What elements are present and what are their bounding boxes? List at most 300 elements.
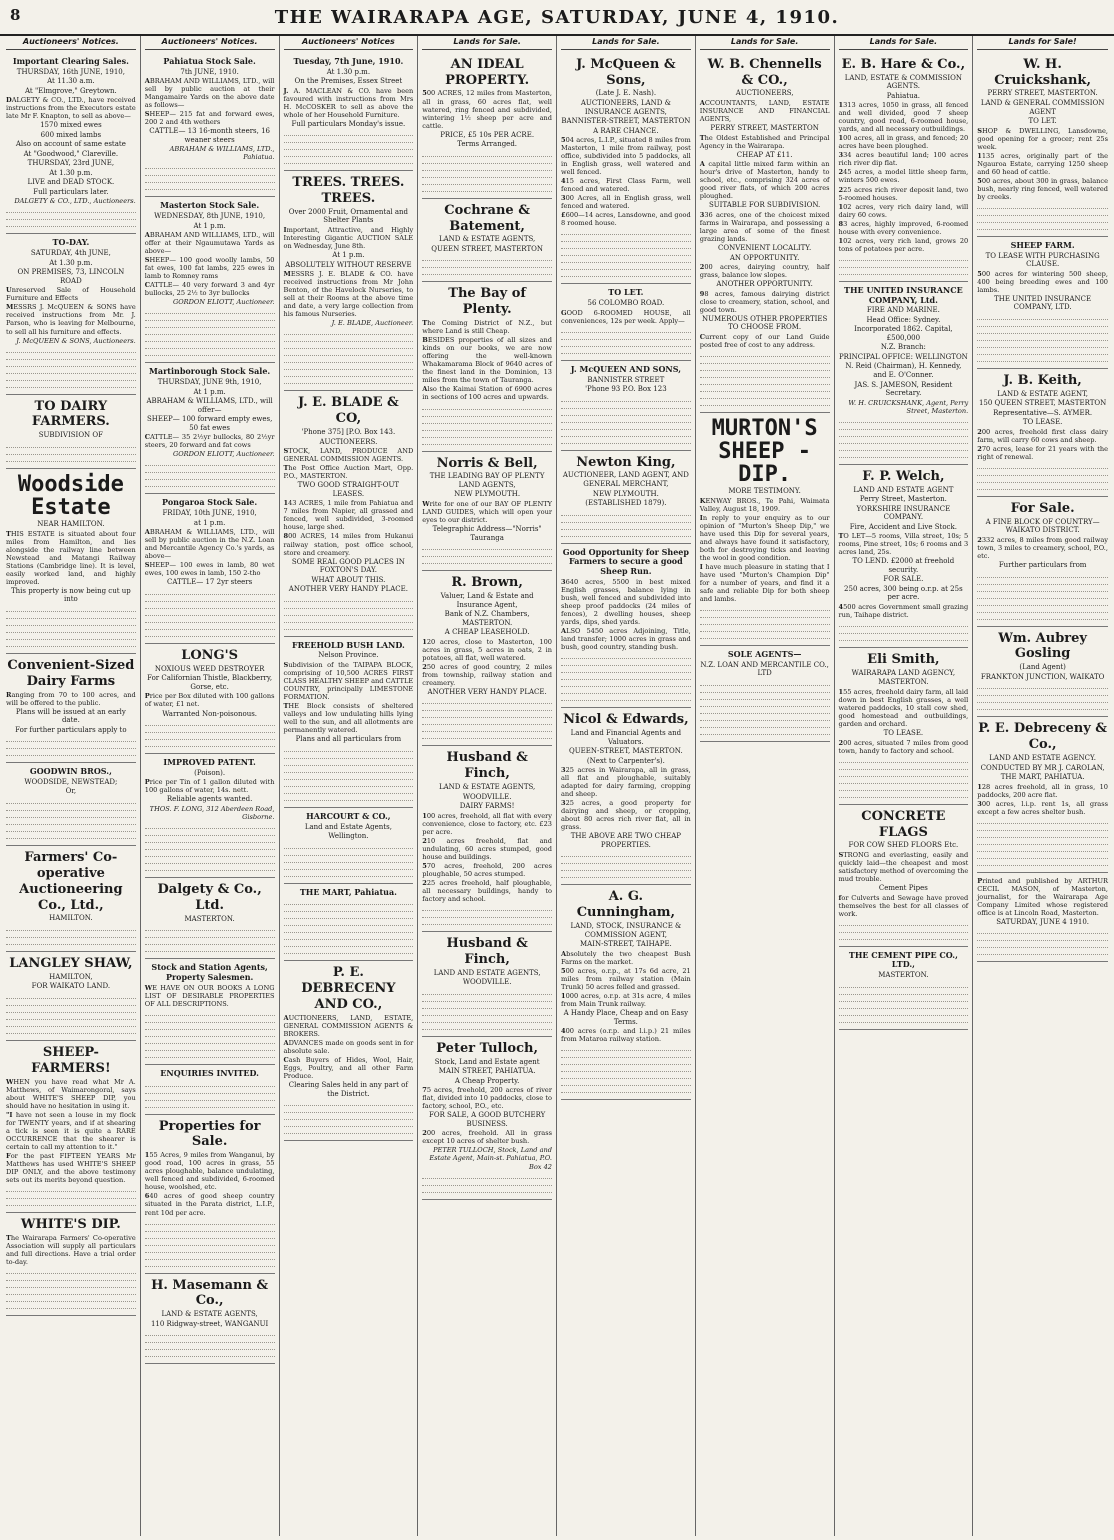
ad-text: SHEEP— 100 forward empty ewes, 50 fat ewes xyxy=(146,415,273,432)
print-line xyxy=(145,940,275,945)
print-line xyxy=(6,799,136,804)
ad-text: TO LEND. £2000 at freehold security. xyxy=(852,557,955,574)
print-line xyxy=(284,337,414,342)
print-line xyxy=(284,754,414,759)
print-line xyxy=(839,1018,969,1023)
ad-heading: Masterton Stock Sale. xyxy=(160,200,260,211)
print-line xyxy=(6,1201,136,1206)
ad-text: In reply to your enquiry as to our opinion of "Murton's Sheep Dip," we have used this Dip for several years, and always have found it satisfactory, both for destroying ticks and leaving the wool in good condition. xyxy=(699,513,830,562)
column-4 xyxy=(418,36,557,1536)
advertisement xyxy=(6,952,136,1041)
ad-text: The Oldest Established and Principal Agency in the Wairarapa. xyxy=(699,133,830,150)
print-line xyxy=(145,590,275,595)
print-line xyxy=(561,397,691,402)
ad-text: 75 acres, freehold, 200 acres of river flat, divided into 10 paddocks, close to factory, school, P.O., etc. xyxy=(422,1086,552,1111)
ad-text: CONVENIENT LOCALITY. xyxy=(718,244,812,253)
advertisement xyxy=(422,746,552,932)
ad-text: ABRAHAM AND WILLIAMS, LTD., will offer at their Ngaumutawa Yards as above— xyxy=(144,231,275,256)
ad-heading: THE CEMENT PIPE CO., LTD., xyxy=(848,949,958,970)
print-line xyxy=(700,723,830,728)
ad-text: The Post Office Auction Mart, Opp. P.O., MASTERTON. xyxy=(283,464,414,481)
ad-text: Absolutely the two cheapest Bush Farms on the market. xyxy=(561,949,691,966)
ad-text: 'Phone 375] [P.O. Box 143. xyxy=(301,428,396,437)
print-line xyxy=(145,604,275,609)
print-line xyxy=(6,348,136,353)
ad-text: WOODVILLE. xyxy=(462,978,512,987)
print-line xyxy=(839,772,969,777)
column-7 xyxy=(835,36,974,1536)
ad-text: N.Z. Branch: xyxy=(880,343,926,352)
ad-text: QUEEN STREET, MASTERTON xyxy=(431,244,543,253)
print-line xyxy=(6,1022,136,1027)
advertisement xyxy=(422,932,552,1037)
ad-heading: Husband & Finch, xyxy=(446,750,528,782)
ad-text: FOR SALE. xyxy=(883,575,924,584)
small-print-lines xyxy=(700,681,830,735)
print-line xyxy=(145,611,275,616)
ad-heading: SHEEP-FARMERS! xyxy=(31,1044,111,1076)
print-line xyxy=(977,594,1108,599)
ad-text: THURSDAY, 23rd JUNE, xyxy=(27,159,115,168)
ad-text: THURSDAY, JUNE 9th, 1910, xyxy=(157,378,262,387)
print-line xyxy=(6,1283,136,1288)
ad-heading: E. B. Hare & Co., xyxy=(841,56,966,72)
print-line xyxy=(977,218,1108,223)
ad-text: MORE TESTIMONY. xyxy=(728,487,801,496)
print-line xyxy=(839,793,969,798)
ad-text: A CHEAP LEASEHOLD. xyxy=(444,628,530,637)
print-line xyxy=(284,914,414,919)
print-line xyxy=(145,947,275,952)
print-line xyxy=(977,350,1108,355)
ad-text: 1313 acres, 1050 in grass, all fenced and well divided, good 7 sheep country, good road, 6-roomed house, yards, and all necessary outbuildings. xyxy=(838,101,969,134)
ad-text: CHEAP AT £11. xyxy=(736,150,793,159)
print-line xyxy=(561,1046,691,1051)
ad-text: 500 ACRES, 12 miles from Masterton, all in grass, 60 acres flat, well watered, ring fenced and subdivided, wintering 1½ sheep per acre and cattle. xyxy=(422,89,552,130)
ad-text: 225 acres freehold, half ploughable, all necessary buildings, handy to factory and school. xyxy=(422,878,552,903)
ad-text: STOCK, LAND, PRODUCE AND GENERAL COMMISSION AGENTS. xyxy=(283,447,414,464)
print-line xyxy=(977,861,1108,866)
ad-text: On the Premises, Essex Street xyxy=(294,77,403,86)
ad-text: SATURDAY, 4th JUNE, xyxy=(30,249,111,258)
ad-text: LAND, STOCK, INSURANCE & COMMISSION AGENT, xyxy=(570,922,682,939)
print-line xyxy=(6,457,136,462)
print-line xyxy=(6,751,136,756)
print-line xyxy=(6,1001,136,1006)
print-line xyxy=(6,926,136,931)
print-line xyxy=(284,782,414,787)
print-line xyxy=(700,620,830,625)
ad-heading: WHITE'S DIP. xyxy=(20,1217,121,1233)
ad-text: 640 acres of good sheep country situated in the Parata district, L.I.P., rent 10d per acre. xyxy=(144,1192,275,1217)
print-line xyxy=(145,1011,275,1016)
print-line xyxy=(561,532,691,537)
small-print-lines xyxy=(700,352,830,406)
print-line xyxy=(284,851,414,856)
ad-heading: Martinborough Stock Sale. xyxy=(149,366,271,377)
print-line xyxy=(977,608,1108,613)
print-line xyxy=(977,573,1108,578)
small-print-lines xyxy=(561,1046,691,1093)
advertisement xyxy=(561,361,691,451)
small-print-lines xyxy=(422,545,552,564)
ad-text: 102 acres, very rich dairy land, will dairy 60 cows. xyxy=(838,202,969,219)
print-line xyxy=(422,906,552,911)
print-line xyxy=(6,737,136,742)
ad-text: CATTLE— 17 2yr steers xyxy=(167,578,253,587)
ad-text: SHEEP— 215 fat and forward ewes, 200 2 and 4th wethers xyxy=(144,110,275,127)
ad-text: Current copy of our Land Guide posted free of cost to any address. xyxy=(699,332,830,349)
ad-text: WOODSIDE, NEWSTEAD; xyxy=(24,777,118,786)
ad-heading: R. Brown, xyxy=(451,575,523,591)
ad-text: Incorporated 1862. Capital, £500,000 xyxy=(854,325,953,342)
advertisement xyxy=(145,644,275,754)
ad-text: 56 COLOMBO ROAD. xyxy=(587,299,665,308)
print-line xyxy=(561,335,691,340)
ad-text: At "Goodwood," Clareville. xyxy=(23,149,119,158)
print-line xyxy=(6,820,136,825)
print-line xyxy=(284,1129,414,1134)
ad-heading: W. B. Chennells & CO., xyxy=(707,56,822,88)
print-line xyxy=(561,237,691,242)
print-line xyxy=(561,342,691,347)
ad-text: BANNISTER STREET xyxy=(587,375,665,384)
print-line xyxy=(6,1008,136,1013)
small-print-lines xyxy=(561,852,691,878)
ad-text: 1000 acres, o.r.p. at 31s acre, 4 miles from Main Trunk railway. xyxy=(561,991,691,1008)
small-print-lines xyxy=(284,330,414,384)
ad-heading: LANGLEY SHAW, xyxy=(9,955,133,971)
print-line xyxy=(6,383,136,388)
print-line xyxy=(422,263,552,268)
advertisement xyxy=(6,763,136,846)
ad-heading: Norris & Bell, xyxy=(436,455,538,471)
small-print-lines xyxy=(839,983,969,1023)
print-line xyxy=(839,1011,969,1016)
ad-text: LAND AND ESTATE AGENT xyxy=(853,485,954,494)
ad-text: CATTLE— 35 2½yr bullocks, 80 2½yr steers, 20 forward and fat cows xyxy=(144,433,275,450)
print-line xyxy=(839,263,969,268)
ad-heading: Dalgety & Co., Ltd. xyxy=(157,881,262,913)
ad-text: 245 acres, a model little sheep farm, winters 500 ewes. xyxy=(838,168,969,185)
print-line xyxy=(977,343,1108,348)
print-line xyxy=(700,401,830,406)
ad-text: 504 acres, L.I.P., situated 8 miles from Masterton, 1 mile from railway, post office, subdivided into 5 paddocks, all in English grass, well watered and well fenced. xyxy=(561,136,691,177)
ad-text: MESSRS J. E. BLADE & CO. have received instructions from Mr John Benton, of the Havelock Nurseries, to sell at their Rooms at the above time and date, a very large collection from his famous Nurseries. xyxy=(283,270,414,319)
print-line xyxy=(145,1338,275,1343)
small-print-lines xyxy=(145,1220,275,1267)
small-print-lines xyxy=(6,737,136,756)
print-line xyxy=(561,1053,691,1058)
ad-heading: F. P. Welch, xyxy=(862,468,945,484)
small-print-lines xyxy=(6,348,136,388)
ad-text: Full particulars later. xyxy=(33,187,109,196)
print-line xyxy=(422,699,552,704)
print-line xyxy=(839,636,969,641)
ad-text: SATURDAY, JUNE 4 1910. xyxy=(996,917,1089,926)
print-line xyxy=(145,475,275,480)
print-line xyxy=(977,357,1108,362)
print-line xyxy=(6,1269,136,1274)
print-line xyxy=(145,1082,275,1087)
print-line xyxy=(145,845,275,850)
ad-text: THE ABOVE ARE TWO CHEAP PROPERTIES. xyxy=(570,832,682,849)
print-line xyxy=(561,675,691,680)
column-header: Lands for Sale! xyxy=(977,36,1108,50)
ad-heading: GOODWIN BROS., xyxy=(29,766,112,777)
ad-text: Bank of N.Z. Chambers, MASTERTON. xyxy=(444,610,530,627)
print-line xyxy=(145,1248,275,1253)
print-line xyxy=(284,789,414,794)
ad-text: 500 acres, o.r.p., at 17s 6d acre, 21 miles from railway station (Main Trunk) 50 acres felled and grassed. xyxy=(561,966,691,991)
ad-heading: Stock and Station Agents, Property Salesmen. xyxy=(151,962,268,982)
ad-text: I have much pleasure in stating that I have used "Murton's Champion Dip" for a number of years, and find it a safe and reliable Dip for both sheep and lambs. xyxy=(699,562,830,604)
small-print-lines xyxy=(284,900,414,954)
print-line xyxy=(422,734,552,739)
ad-heading: FREEHOLD BUSH LAND. xyxy=(291,639,405,650)
print-line xyxy=(284,796,414,801)
ad-text: 325 acres, a good property for dairying and sheep, or cropping, about 80 acres rich river flat, all in grass. xyxy=(561,799,691,832)
ad-text: A Cheap Property. xyxy=(454,1076,520,1085)
advertisement xyxy=(977,717,1108,872)
print-line xyxy=(977,225,1108,230)
ad-text: WE HAVE ON OUR BOOKS A LONG LIST OF DESIRABLE PROPERTIES OF ALL DESCRIPTIONS. xyxy=(144,983,275,1008)
ad-heading: A. G. Cunningham, xyxy=(576,889,676,921)
ad-text: 7th JUNE, 1910. xyxy=(180,67,239,76)
advertisement xyxy=(145,53,275,198)
ad-text: Write for one of our BAY OF PLENTY LAND GUIDES, which will open your eyes to our district. xyxy=(422,499,552,525)
print-line xyxy=(284,618,414,623)
print-line xyxy=(284,365,414,370)
ad-text: NEAR HAMILTON. xyxy=(37,520,105,528)
ad-text: ADVANCES made on goods sent in for absolute sale. xyxy=(283,1039,414,1056)
print-line xyxy=(145,866,275,871)
ad-signature: DALGETY & CO., LTD., Auctioneers. xyxy=(14,197,136,206)
ad-heading: AN IDEAL PROPERTY. xyxy=(445,56,530,88)
ad-text: 336 acres, one of the choicest mixed farms in Wairarapa, and possessing a large area of some of the finest grazing lands. xyxy=(699,210,830,243)
small-print-lines xyxy=(284,844,414,877)
ad-text: AUCTIONEER, LAND AGENT, AND GENERAL MERCHANT, xyxy=(562,471,689,489)
print-line xyxy=(145,824,275,829)
small-print-lines xyxy=(145,1082,275,1108)
print-line xyxy=(839,786,969,791)
print-line xyxy=(145,721,275,726)
print-line xyxy=(145,1234,275,1239)
print-line xyxy=(422,1018,552,1023)
print-line xyxy=(284,872,414,877)
ad-text: A FINE BLOCK OF COUNTRY—WAIKATO DISTRICT. xyxy=(985,517,1100,535)
ad-text: 250 acres of good country, 2 miles from township, railway station and creamery. xyxy=(422,662,552,687)
ad-text: AUCTIONEERS, LAND & INSURANCE AGENTS, xyxy=(580,99,671,116)
advertisement xyxy=(145,754,275,878)
ad-text: 102 acres, very rich land, grows 20 tons of potatoes per acre. xyxy=(838,236,969,253)
advertisement xyxy=(561,544,691,709)
ad-heading: For Sale. xyxy=(1010,500,1075,516)
print-line xyxy=(284,949,414,954)
print-line xyxy=(284,942,414,947)
column-header: Lands for Sale. xyxy=(422,36,552,50)
ad-text: 200 acres, freehold. All in grass except 10 acres of shelter bush. xyxy=(422,1129,552,1146)
ad-text: NOXIOUS WEED DESTROYER xyxy=(154,664,265,673)
ad-heading: Eli Smith, xyxy=(867,651,940,667)
ad-text: Full particulars Monday's issue. xyxy=(291,119,406,128)
ad-text: Reliable agents wanted. xyxy=(166,795,253,804)
print-line xyxy=(561,1060,691,1065)
print-line xyxy=(977,204,1108,209)
advertisement xyxy=(977,369,1108,497)
print-line xyxy=(284,900,414,905)
print-line xyxy=(284,372,414,377)
small-print-lines xyxy=(561,511,691,537)
print-line xyxy=(700,695,830,700)
print-line xyxy=(145,1220,275,1225)
ad-text: WAIRARAPA LAND AGENCY, xyxy=(851,668,956,677)
print-line xyxy=(284,138,414,143)
print-line xyxy=(422,270,552,275)
print-line xyxy=(145,171,275,176)
ad-text: 2332 acres, 8 miles from good railway town, 3 miles to creamery, school, P.O., etc. xyxy=(977,535,1108,560)
print-line xyxy=(422,187,552,192)
print-line xyxy=(700,702,830,707)
print-line xyxy=(145,1241,275,1246)
ad-text: KENWAY BROS., Te Pahi, Waimata Valley, August 18, 1909. xyxy=(699,496,830,513)
ad-text: Stock, Land and Estate agent xyxy=(434,1057,540,1066)
advertisement xyxy=(561,708,691,885)
print-line xyxy=(977,840,1108,845)
column-header: Auctioneers' Notices. xyxy=(6,36,136,50)
ad-heading: Peter Tulloch, xyxy=(436,1040,538,1056)
print-line xyxy=(977,698,1108,703)
print-line xyxy=(422,256,552,261)
advertisement xyxy=(422,1037,552,1200)
column-header: Lands for Sale. xyxy=(700,36,830,50)
column-6 xyxy=(696,36,835,1536)
ad-heading: J. B. Keith, xyxy=(1003,372,1082,388)
ad-text: FIRE AND MARINE. xyxy=(866,306,940,315)
column-5 xyxy=(557,36,696,1536)
ad-text: ANOTHER OPPORTUNITY. xyxy=(716,280,813,289)
print-line xyxy=(700,688,830,693)
small-print-lines xyxy=(839,256,969,275)
ad-text: WEDNESDAY, 8th JUNE, 1910, xyxy=(154,212,266,221)
print-line xyxy=(284,611,414,616)
small-print-lines xyxy=(700,606,830,639)
print-line xyxy=(145,933,275,938)
print-line xyxy=(839,983,969,988)
ad-heading: TO-DAY. xyxy=(52,237,90,248)
print-line xyxy=(145,1032,275,1037)
ad-heading: TO LET. xyxy=(608,287,644,298)
ad-text: LAND, ESTATE & COMMISSION AGENTS. xyxy=(844,73,962,91)
ad-text: THE LEADING BAY OF PLENTY LAND AGENTS, xyxy=(429,472,545,489)
advertisement xyxy=(977,53,1108,237)
ad-heading: Wm. Aubrey Gosling xyxy=(998,630,1087,662)
print-line xyxy=(145,1096,275,1101)
ad-text: MAIN STREET, PAHIATUA. xyxy=(438,1067,536,1076)
ad-text: Nelson Province. xyxy=(318,651,379,660)
ad-text: FOR COW SHED FLOORS Etc. xyxy=(848,841,959,850)
newspaper-title: THE WAIRARAPA AGE, SATURDAY, JUNE 4, 1910. xyxy=(274,6,840,28)
print-line xyxy=(977,329,1108,334)
ad-text: WHAT ABOUT THIS. xyxy=(311,575,386,584)
print-line xyxy=(422,720,552,725)
ad-text: LAND & ESTATE AGENTS, xyxy=(438,235,536,244)
advertisement xyxy=(145,1115,275,1274)
print-line xyxy=(284,935,414,940)
ad-text: 1570 mixed ewes xyxy=(40,121,102,130)
ad-heading: Nicol & Edwards, xyxy=(563,712,689,728)
print-line xyxy=(6,994,136,999)
ad-text: 400 acres (o.r.p. and l.i.p.) 21 miles from Mataroa railway station. xyxy=(561,1027,691,1044)
print-line xyxy=(977,847,1108,852)
print-line xyxy=(284,761,414,766)
masthead xyxy=(0,0,1114,36)
ad-text: ON PREMISES, 73, LINCOLN ROAD xyxy=(17,268,125,285)
ad-text: Telegraphic Address—"Norris" Tauranga xyxy=(432,525,542,542)
small-print-lines xyxy=(6,208,136,227)
advertisement xyxy=(145,197,275,363)
print-line xyxy=(839,629,969,634)
print-line xyxy=(700,352,830,357)
print-line xyxy=(422,433,552,438)
print-line xyxy=(561,873,691,878)
advertisement xyxy=(422,571,552,746)
print-line xyxy=(422,920,552,925)
ad-signature: PETER TULLOCH, Stock, Land and Estate Agent, Main-st. Pahiatua, P.O. Box 42 xyxy=(429,1146,552,1171)
small-print-lines xyxy=(839,921,969,940)
ad-text: 800 ACRES, 14 miles from Hukanui railway station, post office school, store and creamery. xyxy=(283,532,414,557)
print-line xyxy=(561,525,691,530)
ad-text: ABRAHAM & WILLIAMS, LTD., will offer— xyxy=(146,397,273,414)
print-line xyxy=(6,376,136,381)
ad-heading: LONG'S xyxy=(181,648,239,663)
ad-heading: Husband & Finch, xyxy=(446,936,528,967)
print-line xyxy=(145,1227,275,1232)
print-line xyxy=(6,642,136,647)
print-line xyxy=(145,831,275,836)
print-line xyxy=(284,152,414,157)
print-line xyxy=(145,1352,275,1357)
print-line xyxy=(284,131,414,136)
advertisement xyxy=(6,1041,136,1213)
ad-signature: GORDON ELIOTT, Auctioneer. xyxy=(172,298,275,307)
print-line xyxy=(561,1088,691,1093)
print-line xyxy=(839,418,969,423)
ad-text: 250 acres, 300 being o.r.p. at 25s per acre. xyxy=(844,584,963,602)
ad-text: PERRY STREET, MASTERTON xyxy=(710,124,819,133)
small-print-lines xyxy=(6,799,136,839)
advertisement xyxy=(145,494,275,644)
ad-text: 300 Acres, all in English grass, well fenced and watered. xyxy=(561,194,691,211)
print-line xyxy=(145,728,275,733)
print-line xyxy=(284,1101,414,1106)
print-line xyxy=(839,439,969,444)
print-line xyxy=(145,1345,275,1350)
ad-text: MAIN-STREET, TAIHAPE. xyxy=(579,940,672,949)
advertisement xyxy=(839,53,969,282)
print-line xyxy=(700,627,830,632)
advertisement xyxy=(6,469,136,654)
ad-text: Or, xyxy=(65,787,77,796)
ad-text: HAMILTON. xyxy=(49,914,93,923)
print-line xyxy=(145,323,275,328)
print-line xyxy=(145,859,275,864)
print-line xyxy=(284,351,414,356)
print-line xyxy=(6,355,136,360)
ad-text: Price per Tin of 1 gallon diluted with 100 gallons of water, 14s. nett. xyxy=(144,778,275,795)
ad-text: PERRY STREET, MASTERTON. xyxy=(987,89,1098,98)
ad-text: MASTERTON. xyxy=(184,914,235,923)
